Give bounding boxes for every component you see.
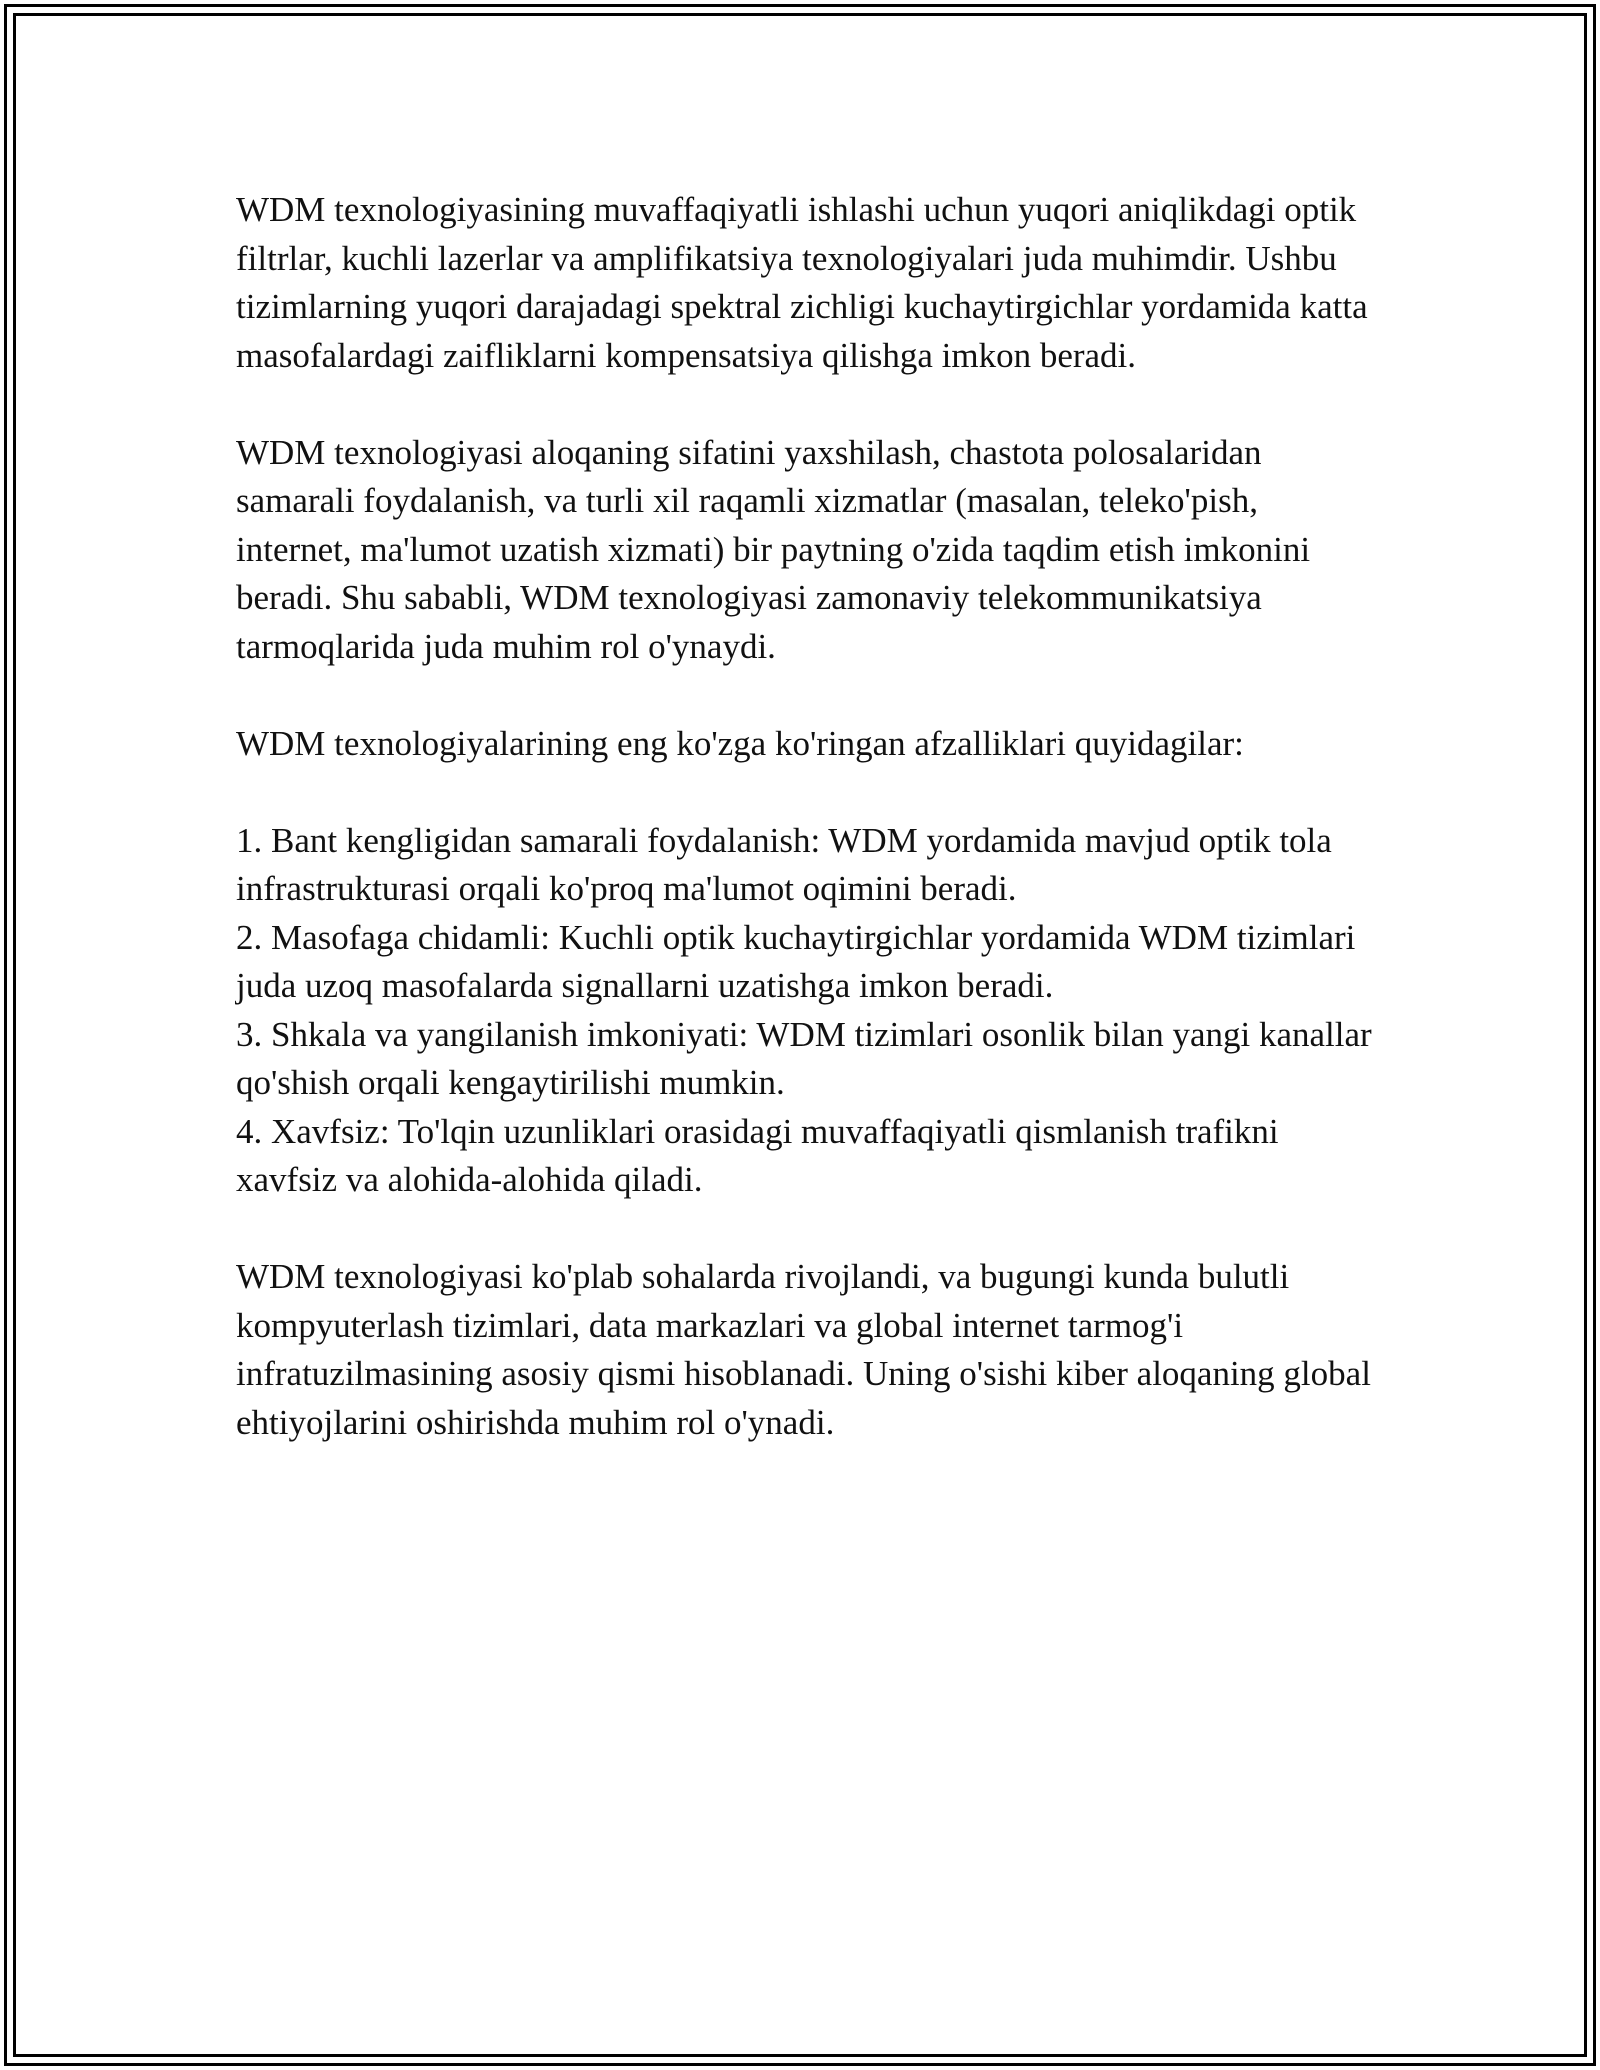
paragraph-wdm-requirements: WDM texnologiyasining muvaffaqiyatli ishlashi uchun yuqori aniqlikdagi optik filtrlar, kuchli lazerlar va amplifikatsiya texnologiyalari juda muhimdir. Ushbu tizimlarning yuqori darajadagi spektral zichligi kuchaytirgichlar yordamida katta masofalardagi zaifliklarni kompensatsiya qilishga imkon beradi.: [236, 190, 1368, 375]
paragraph-closing: WDM texnologiyasi ko'plab sohalarda rivojlandi, va bugungi kunda bulutli kompyuterlash tizimlari, data markazlari va global internet tarmog'i infratuzilmasining asosiy qismi hisoblanadi. Uning o'sishi kiber aloqaning global ehtiyojlarini oshirishda muhim rol o'ynadi.: [236, 1257, 1371, 1442]
advantages-list: [236, 817, 1376, 1205]
list-item: 3. Shkala va yangilanish imkoniyati: WDM tizimlari osonlik bilan yangi kanallar qo'shish orqali kengaytirilishi mumkin.: [236, 1014, 1372, 1102]
document-body: [236, 186, 1376, 1496]
paragraph-wdm-benefits: WDM texnologiyasi aloqaning sifatini yaxshilash, chastota polosalaridan samarali foydalanish, va turli xil raqamli xizmatlar (masalan, teleko'pish, internet, ma'lumot uzatish xizmati) bir paytning o'zida taqdim etish imkonini beradi. Shu sababli, WDM texnologiyasi zamonaviy telekommunikatsiya tarmoqlarida juda muhim rol o'ynaydi.: [236, 432, 1311, 666]
list-item: 1. Bant kengligidan samarali foydalanish: WDM yordamida mavjud optik tola infrastrukturasi orqali ko'proq ma'lumot oqimini beradi.: [236, 820, 1332, 908]
list-item: 2. Masofaga chidamli: Kuchli optik kuchaytirgichlar yordamida WDM tizimlari juda uzoq masofalarda signallarni uzatishga imkon beradi.: [236, 917, 1356, 1005]
list-item: 4. Xavfsiz: To'lqin uzunliklari orasidagi muvaffaqiyatli qismlanish trafikni xavfsiz va alohida-alohida qiladi.: [236, 1111, 1279, 1199]
paragraph-advantages-intro: WDM texnologiyalarining eng ko'zga ko'ringan afzalliklari quyidagilar:: [236, 723, 1244, 763]
